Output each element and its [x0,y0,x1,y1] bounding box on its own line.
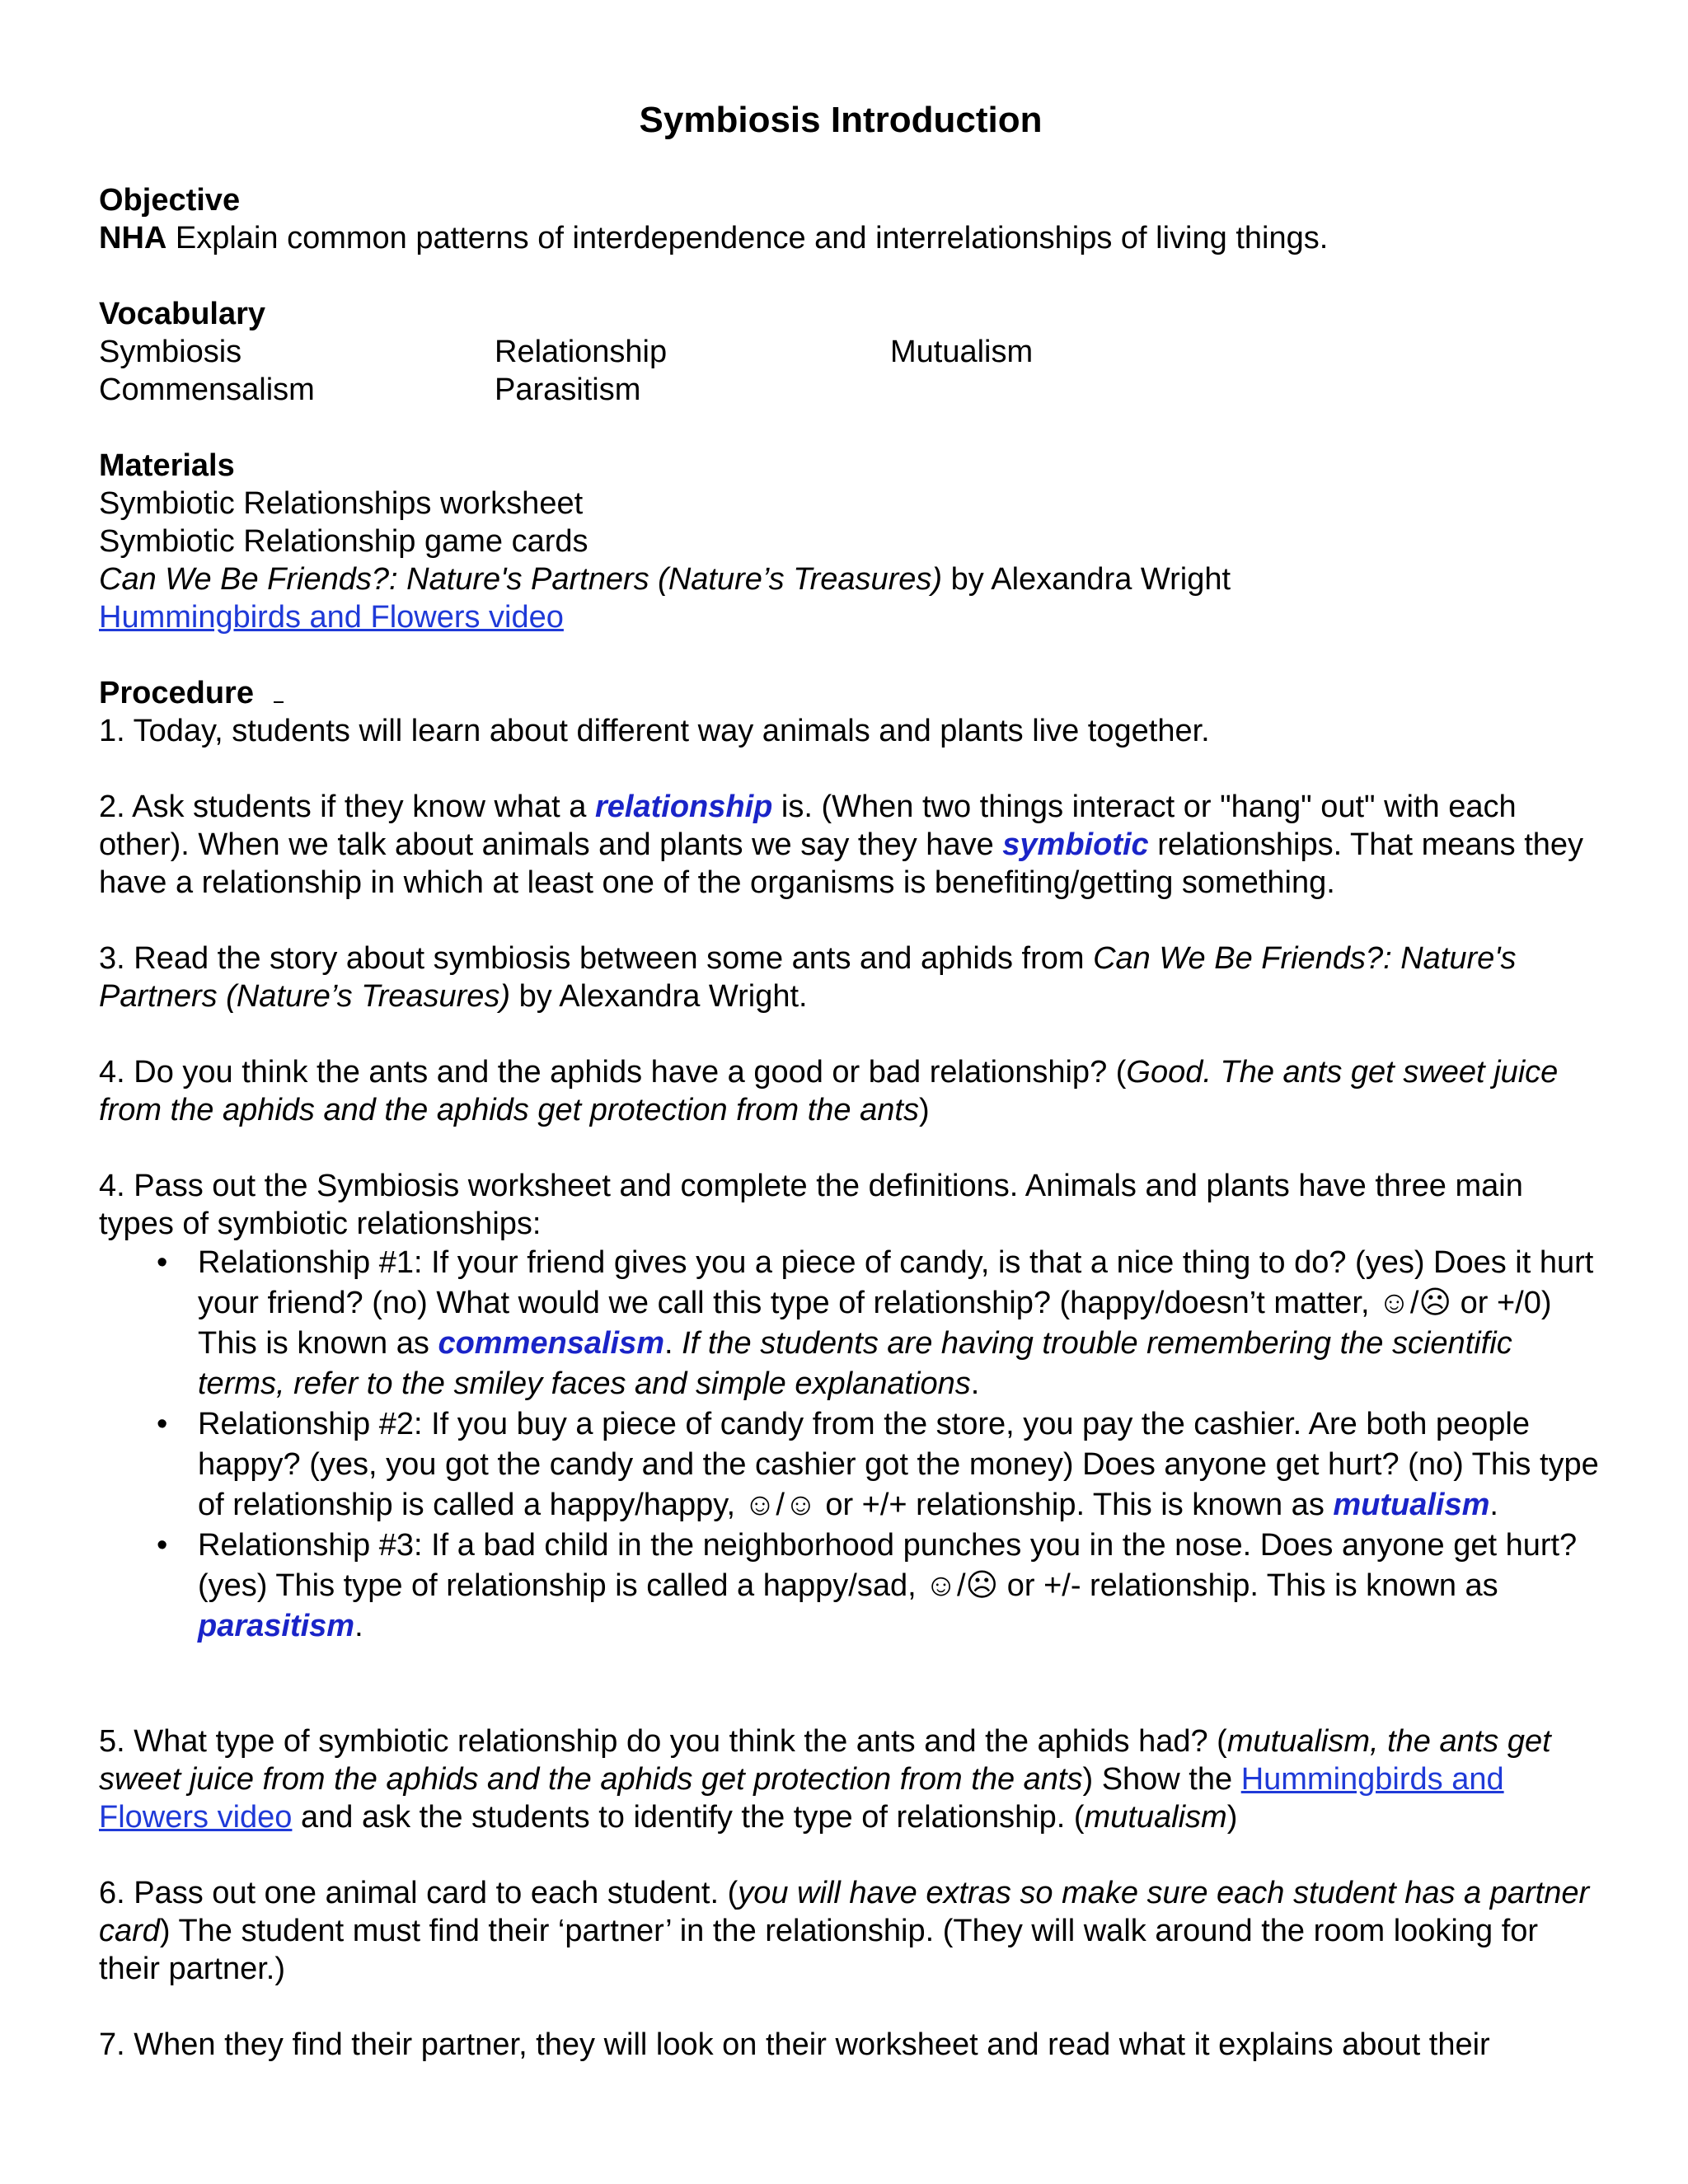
step6-text: ) The student must find their ‘partner’ in the relationship. (They will walk around the room looking for their partner.) [99,1914,1539,1986]
book-author: by Alexandra Wright [942,562,1231,597]
bullet: • [157,1407,168,1441]
procedure-step-3 [99,940,1599,1015]
page-title: Symbiosis Introduction [639,100,1043,140]
vocab-term: Parasitism [495,373,641,407]
rel2-text: . [1489,1488,1498,1522]
bullet: • [157,1528,168,1563]
step7-text: 7. When they find their partner, they will look on their worksheet and read what it explains about their [99,2027,1490,2062]
step5-text: 5. What type of symbiotic relationship do you think the ants and the aphids had? ( [99,1724,1227,1759]
rel3-text: Relationship #3: If a bad child in the neighborhood punches you in the nose. Does anyone get hurt? (yes) This type of relationship is called a happy/sad, ☺/☹ or +/- relationship. This is known as [198,1528,1578,1603]
step3-text: by Alexandra Wright. [510,979,808,1014]
rel3-text: . [354,1609,363,1643]
objective-heading: Objective [99,183,241,218]
step6-note: you will have extras so make sure each student has a partner card [99,1876,1590,1948]
term-commensalism: commensalism [438,1326,665,1361]
term-parasitism: parasitism [198,1609,355,1643]
vocab-term: Symbiosis [99,335,242,369]
term-mutualism: mutualism [1333,1488,1490,1522]
hummingbirds-video-link[interactable]: Hummingbirds and Flowers video [99,1762,1504,1835]
procedure-step-4a [99,1053,1599,1129]
book-title: Can We Be Friends?: Nature's Partners (Nature’s Treasures) [99,562,943,597]
procedure-section [99,674,1599,750]
vocab-term: Mutualism [890,335,1034,369]
list-item [99,1526,1599,1647]
step2-text: is. (When two things interact or "hang" out" with each other). When we talk about animals and plants we say they have [99,790,1517,862]
procedure-step-5 [99,1722,1599,1836]
objective-section [99,181,1599,257]
text-cursor [274,677,284,703]
procedure-step-6 [99,1874,1599,1988]
step5-answer: mutualism, the ants get sweet juice from the aphids and the aphids get protection from the ants [99,1724,1551,1797]
procedure-heading-text: Procedure [99,676,254,710]
materials-item: Symbiotic Relationships worksheet [99,486,584,521]
materials-section [99,447,1599,636]
rel2-text: Relationship #2: If you buy a piece of candy from the store, you pay the cashier. Are both people happy? (yes, you got the candy and the cashier got the money) Does anyone get hurt? (no) This type of relationship is called a happy/happy, ☺/☺ or +/+ relationship. This is known as [198,1407,1599,1522]
rel1-text: . [664,1326,682,1361]
vocab-term: Commensalism [99,373,315,407]
step5-answer: mutualism [1084,1800,1227,1835]
materials-item: Symbiotic Relationship game cards [99,524,588,559]
procedure-step-7 [99,2026,1599,2064]
relationship-list [99,1243,1599,1647]
objective-code: NHA [99,221,167,255]
bullet: • [157,1245,168,1280]
step2-text: relationships. That means they have a relationship in which at least one of the organisms is benefiting/getting something. [99,827,1584,900]
procedure-step-2 [99,788,1599,902]
rel1-text: . [970,1366,980,1401]
step2-text: 2. Ask students if they know what a [99,790,595,824]
step4a-answer: Good. The ants get sweet juice from the aphids and the aphids get protection from the ants [99,1055,1559,1127]
rel1-note: If the students are having trouble remembering the scientific terms, refer to the smiley faces and simple explanations [198,1326,1512,1401]
procedure-step-4b [99,1167,1599,1647]
vocabulary-row-2 [99,371,1599,409]
objective-text [99,219,1599,257]
step6-text: 6. Pass out one animal card to each student. ( [99,1876,738,1910]
procedure-step-1: 1. Today, students will learn about different way animals and plants live together. [99,714,1210,748]
term-relationship: relationship [595,790,773,824]
list-item [99,1404,1599,1526]
step3-book-title: Can We Be Friends?: Nature's Partners (Nature’s Treasures) [99,941,1517,1014]
materials-heading: Materials [99,448,235,483]
objective-description: Explain common patterns of interdependence and interrelationships of living things. [166,221,1329,255]
step5-text: and ask the students to identify the type of relationship. ( [292,1800,1085,1835]
list-item [99,1243,1599,1404]
term-symbiotic: symbiotic [1002,827,1149,862]
vocabulary-heading: Vocabulary [99,297,266,331]
step4a-text: 4. Do you think the ants and the aphids have a good or bad relationship? ( [99,1055,1127,1090]
vocab-term: Relationship [495,335,668,369]
materials-book [99,560,1599,598]
step3-text: 3. Read the story about symbiosis between some ants and aphids from [99,941,1094,976]
step5-text: ) Show the [1082,1762,1241,1797]
procedure-heading [99,674,1599,712]
vocabulary-section [99,295,1599,409]
vocabulary-row-1 [99,333,1599,371]
step5-text: ) [1226,1800,1238,1835]
step4a-text: ) [918,1093,930,1127]
hummingbirds-video-link[interactable]: Hummingbirds and Flowers video [99,600,564,635]
step4b-text: 4. Pass out the Symbiosis worksheet and complete the definitions. Animals and plants have three main types of symbiotic relationships: [99,1169,1523,1241]
rel1-text: Relationship #1: If your friend gives you a piece of candy, is that a nice thing to do? (yes) Does it hurt your friend? (no) What would we call this type of relationship? (happy/doesn’t matter, ☺/☹ or +/0) This is known as [198,1245,1594,1361]
